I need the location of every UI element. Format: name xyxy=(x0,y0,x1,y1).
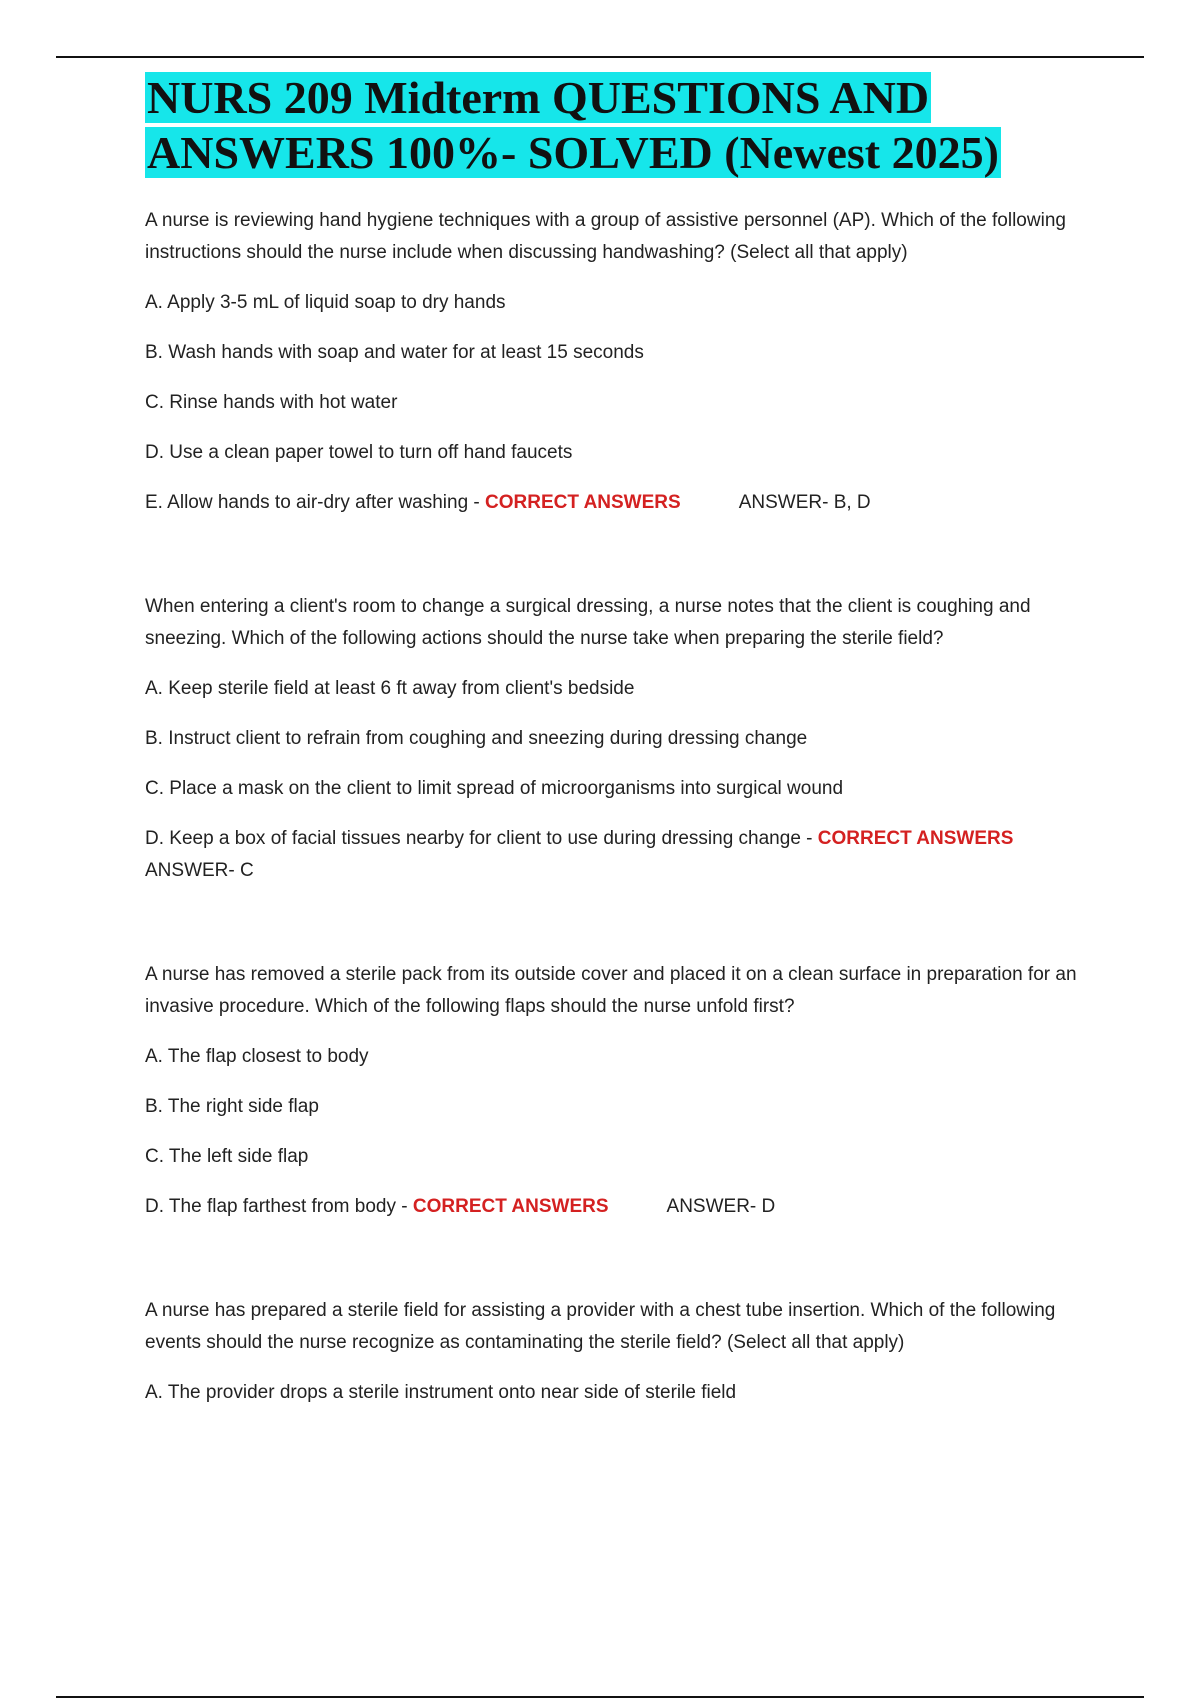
option-c: C. The left side flap xyxy=(145,1146,309,1167)
option-a: A. Keep sterile field at least 6 ft away from client's bedside xyxy=(145,678,635,699)
answer-text: ANSWER- C xyxy=(145,860,254,881)
option-d: D. The flap farthest from body - xyxy=(145,1196,413,1217)
option-d: D. Use a clean paper towel to turn off hand faucets xyxy=(145,442,573,463)
option-c: C. Place a mask on the client to limit spread of microorganisms into surgical wound xyxy=(145,778,844,799)
bottom-divider xyxy=(56,1696,1144,1698)
question-text: When entering a client's room to change a surgical dressing, a nurse notes that the client is coughing and sneezing. Which of the following actions should the nurse take when preparing the sterile field? xyxy=(145,596,1031,649)
answer-text: ANSWER- D xyxy=(666,1196,776,1217)
option-a: A. Apply 3-5 mL of liquid soap to dry hands xyxy=(145,292,506,313)
question-block-2 xyxy=(145,591,1095,887)
question-block-1 xyxy=(145,205,1095,519)
option-d-with-answer xyxy=(145,1191,1095,1223)
option-d-with-answer xyxy=(145,823,1095,887)
option-d: D. Keep a box of facial tissues nearby for client to use during dressing change - xyxy=(145,828,818,849)
title-block xyxy=(145,70,1105,180)
question-text: A nurse has prepared a sterile field for assisting a provider with a chest tube insertion. Which of the following events should the nurse recognize as contaminating the sterile field? (Select all that apply) xyxy=(145,1300,1056,1353)
option-b: B. Wash hands with soap and water for at least 15 seconds xyxy=(145,342,644,363)
option-c: C. Rinse hands with hot water xyxy=(145,392,398,413)
answer-text: ANSWER- B, D xyxy=(738,492,871,513)
question-block-3 xyxy=(145,959,1095,1223)
option-b: B. Instruct client to refrain from coughing and sneezing during dressing change xyxy=(145,728,808,749)
top-divider xyxy=(56,56,1144,58)
option-a: A. The flap closest to body xyxy=(145,1046,369,1067)
correct-answers-label: CORRECT ANSWERS xyxy=(485,492,681,513)
document-body xyxy=(145,205,1095,1481)
option-e: E. Allow hands to air-dry after washing - xyxy=(145,492,486,513)
correct-answers-label: CORRECT ANSWERS xyxy=(817,828,1014,849)
option-a: A. The provider drops a sterile instrument onto near side of sterile field xyxy=(145,1382,737,1403)
option-b: B. The right side flap xyxy=(145,1096,319,1117)
question-block-4 xyxy=(145,1295,1095,1409)
correct-answers-label: CORRECT ANSWERS xyxy=(412,1196,609,1217)
title-highlight: NURS 209 Midterm QUESTIONS AND ANSWERS 100%- SOLVED (Newest 2025) xyxy=(147,72,999,178)
question-text: A nurse is reviewing hand hygiene techniques with a group of assistive personnel (AP). Which of the following instructions should the nurse include when discussing handwashing? (Select all that apply) xyxy=(145,210,1066,263)
question-text: A nurse has removed a sterile pack from its outside cover and placed it on a clean surface in preparation for an invasive procedure. Which of the following flaps should the nurse unfold first? xyxy=(145,964,1077,1017)
option-e-with-answer xyxy=(145,487,1095,519)
page-title xyxy=(145,70,1105,180)
